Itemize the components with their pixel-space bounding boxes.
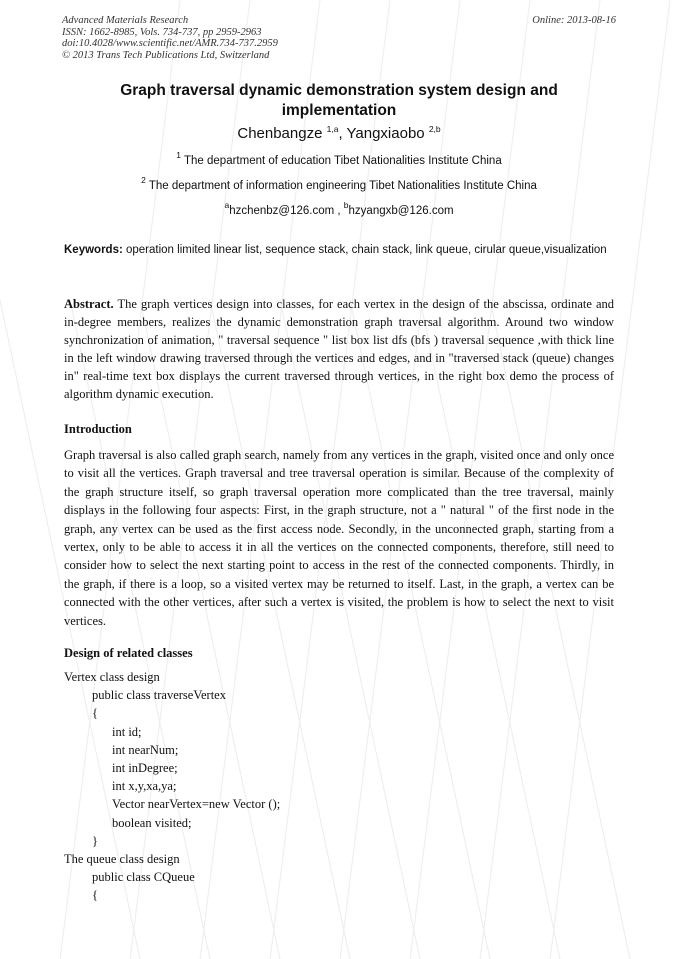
- code-line: public class CQueue: [92, 870, 195, 885]
- author-list: [60, 125, 618, 142]
- code-line: {: [92, 888, 98, 903]
- copyright-line: © 2013 Trans Tech Publications Ltd, Switzerland: [62, 49, 270, 61]
- author-1-sup: 1,a: [326, 124, 339, 134]
- doi-line: doi:10.4028/www.scientific.net/AMR.734-737.2959: [62, 38, 278, 50]
- email-a-sup: a: [224, 200, 230, 210]
- title-line-1: Graph traversal dynamic demonstration system design and: [120, 82, 558, 99]
- abstract-label: Abstract.: [64, 297, 114, 311]
- code-line: {: [92, 706, 98, 721]
- keywords: [64, 241, 614, 259]
- journal-header: [62, 15, 278, 61]
- author-separator: ,: [338, 125, 347, 142]
- journal-name: Advanced Materials Research: [62, 15, 189, 26]
- keywords-text: operation limited linear list, sequence stack, chain stack, link queue, cirular queue,visualization: [122, 244, 607, 256]
- code-listing: [64, 668, 280, 904]
- paper-title: [60, 81, 618, 121]
- abstract: [64, 295, 614, 403]
- author-2-name: Yangxiaobo: [346, 125, 425, 142]
- keywords-label: Keywords:: [64, 244, 123, 256]
- affiliation-1: [60, 150, 618, 167]
- affiliation-2-text: The department of information engineering Tibet Nationalities Institute China: [148, 180, 537, 192]
- introduction-paragraph: Graph traversal is also called graph search, namely from any vertices in the graph, visited once and only once to visit all the vertices. Graph traversal and tree traversal operation is similar. Because of the complexity of the graph structure itself, so graph traversal operation more complicated than the tree traversal, mainly displays in the following four aspects: First, in the graph structure, not a " natural " of the first node in the graph, any vertex can be used as the first access node. Secondly, in the unconnected graph, starting from a vertex, only to be able to access it in all the vertices on the connected components, therefore, still need to consider how to select the next starting point to access in the rest of the connected components. Thirdly, in the graph, if there is a loop, so a visited vertex may be returned to itself. Last, in the graph, a vertex can be connected with the other vertices, after such a vertex is visited, the problem is how to select the next to visit vertices.: [64, 448, 614, 628]
- email-separator: ,: [334, 205, 344, 217]
- affiliation-1-num: 1: [176, 150, 181, 160]
- code-line: Vector nearVertex=new Vector ();: [112, 797, 281, 812]
- code-line: int id;: [112, 724, 142, 739]
- title-line-2: implementation: [281, 102, 397, 119]
- code-line: The queue class design: [64, 851, 180, 866]
- affiliation-2-num: 2: [141, 175, 146, 185]
- email-b[interactable]: hzyangxb@126.com: [348, 205, 454, 217]
- code-line: }: [92, 833, 98, 848]
- code-line: public class traverseVertex: [92, 688, 226, 703]
- author-1-name: Chenbangze: [237, 125, 323, 142]
- issn-line: ISSN: 1662-8985, Vols. 734-737, pp 2959-2963: [62, 26, 262, 38]
- email-b-sup: b: [343, 200, 349, 210]
- abstract-text: The graph vertices design into classes, for each vertex in the design of the abscissa, ordinate and in-degree members, realizes the dynamic demonstration graph traversal algorithm. Around two window synchronization of animation, " traversal sequence " list box list dfs (bfs ) traversal sequence ,with thick line in the left window drawing traversed through the vertices and edges, and in "traversed stack (queue) changes in" real-time text box displays the current traversed through vertices, in the right box demo the process of algorithm dynamic execution.: [64, 297, 614, 401]
- affiliation-1-text: The department of education Tibet Nationalities Institute China: [184, 155, 502, 167]
- design-heading: Design of related classes: [64, 646, 193, 660]
- author-emails: [60, 200, 618, 217]
- code-line: int x,y,xa,ya;: [112, 779, 177, 794]
- code-line: int nearNum;: [112, 742, 179, 757]
- affiliation-2: [60, 175, 618, 192]
- code-line: boolean visited;: [112, 815, 192, 830]
- introduction-heading: Introduction: [64, 422, 132, 436]
- email-a[interactable]: hzchenbz@126.com: [229, 205, 335, 217]
- online-date: Online: 2013-08-16: [532, 15, 616, 26]
- author-2-sup: 2,b: [428, 124, 441, 134]
- code-line: int inDegree;: [112, 760, 178, 775]
- code-line: Vertex class design: [64, 670, 160, 684]
